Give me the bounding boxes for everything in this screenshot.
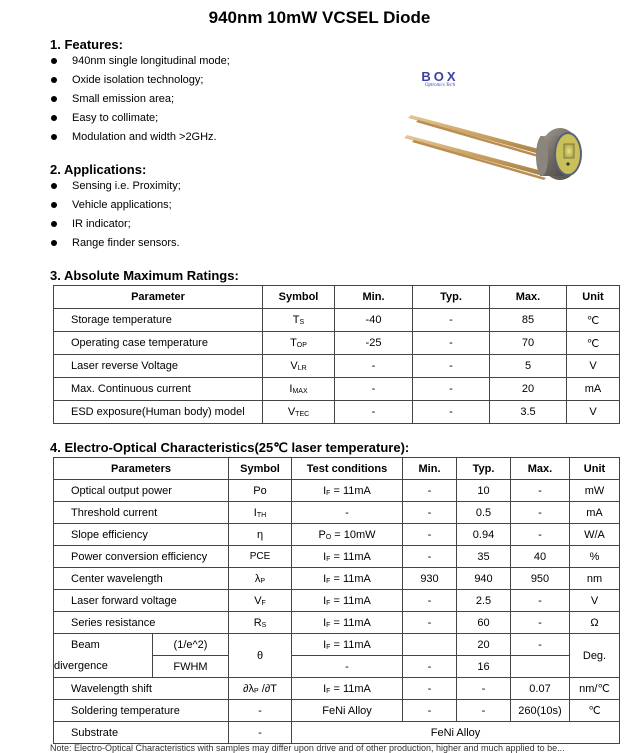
- list-item: Small emission area;: [50, 90, 230, 109]
- table-row: [54, 612, 620, 634]
- cell-unit: ℃: [567, 309, 620, 332]
- cell-condition: PO = 10mW: [292, 524, 403, 546]
- cell-min: -: [403, 524, 457, 546]
- cell-min: -25: [335, 332, 413, 355]
- cell-typ: -: [413, 401, 490, 424]
- cell-condition: IF = 11mA: [292, 634, 403, 656]
- cell-condition: -: [292, 656, 403, 678]
- cell-typ: -: [413, 355, 490, 378]
- cell-unit: V: [570, 590, 620, 612]
- table-row-beam-1: [54, 634, 620, 656]
- cell-parameter-beam: Beam: [54, 634, 153, 656]
- features-list: [50, 52, 230, 147]
- cell-max: -: [511, 524, 570, 546]
- table-header-row: [54, 286, 620, 309]
- table-row: [54, 678, 620, 700]
- table-row: [54, 480, 620, 502]
- table-row: [54, 309, 620, 332]
- cell-unit: ℃: [567, 332, 620, 355]
- cell-condition: IF = 11mA: [292, 546, 403, 568]
- cell-symbol-theta: θ: [229, 634, 292, 678]
- list-item: Vehicle applications;: [50, 196, 181, 215]
- bullet-icon: [51, 77, 57, 83]
- cell-condition: IF = 11mA: [292, 480, 403, 502]
- cell-condition: IF = 11mA: [292, 678, 403, 700]
- cell-unit: W/A: [570, 524, 620, 546]
- document-title: 940nm 10mW VCSEL Diode: [208, 8, 431, 27]
- table-row: [54, 568, 620, 590]
- features-heading: 1. Features:: [50, 37, 123, 52]
- col-header: Min.: [335, 286, 413, 309]
- col-header: Typ.: [457, 458, 511, 480]
- cell-min: -: [403, 502, 457, 524]
- cell-unit: %: [570, 546, 620, 568]
- abs-max-heading: 3. Absolute Maximum Ratings:: [50, 268, 239, 283]
- cell-max: 20: [490, 378, 567, 401]
- cell-min: -: [403, 590, 457, 612]
- cell-min: [403, 634, 457, 656]
- cell-typ: -: [413, 309, 490, 332]
- cell-parameter: Storage temperature: [54, 309, 263, 332]
- cell-condition: -: [292, 502, 403, 524]
- list-item: 940nm single longitudinal mode;: [50, 52, 230, 71]
- cell-parameter: Soldering temperature: [54, 700, 229, 722]
- cell-max: 70: [490, 332, 567, 355]
- cell-max: 0.07: [511, 678, 570, 700]
- table-row: [54, 524, 620, 546]
- cell-max: [511, 656, 570, 678]
- table-row: [54, 700, 620, 722]
- cell-max: -: [511, 634, 570, 656]
- cell-unit: mA: [570, 502, 620, 524]
- col-header: Unit: [570, 458, 620, 480]
- electro-optical-heading: 4. Electro-Optical Characteristics(25℃ laser temperature):: [50, 440, 410, 455]
- cell-symbol: TOP: [263, 332, 335, 355]
- list-item: Easy to collimate;: [50, 109, 230, 128]
- cell-condition: IF = 11mA: [292, 568, 403, 590]
- cell-min: -: [335, 355, 413, 378]
- col-header: Typ.: [413, 286, 490, 309]
- cell-typ: 0.5: [457, 502, 511, 524]
- table-row: [54, 590, 620, 612]
- applications-heading: 2. Applications:: [50, 162, 147, 177]
- cell-min: 930: [403, 568, 457, 590]
- cell-symbol: η: [229, 524, 292, 546]
- cell-symbol: PCE: [229, 546, 292, 568]
- brand-tagline: Optronics Tech: [424, 83, 456, 88]
- cell-parameter: Max. Continuous current: [54, 378, 263, 401]
- cell-beam-sub1: (1/e^2): [153, 634, 229, 656]
- cell-typ: 940: [457, 568, 511, 590]
- cell-parameter: Substrate: [54, 722, 229, 744]
- col-header: Max.: [511, 458, 570, 480]
- cell-unit: nm: [570, 568, 620, 590]
- cell-symbol: -: [229, 700, 292, 722]
- table-row: [54, 378, 620, 401]
- cell-parameter: Laser forward voltage: [54, 590, 229, 612]
- bullet-icon: [51, 58, 57, 64]
- col-header: Test conditions: [292, 458, 403, 480]
- footnote: Note: Electro-Optical Characteristics with samples may differ upon drive and of other production, higher and much applied to be...: [50, 743, 565, 753]
- list-item: IR indicator;: [50, 215, 181, 234]
- cell-typ: 20: [457, 634, 511, 656]
- cell-max: -: [511, 480, 570, 502]
- cell-typ: 2.5: [457, 590, 511, 612]
- cell-unit: nm/℃: [570, 678, 620, 700]
- table-header-row: [54, 458, 620, 480]
- bullet-icon: [51, 221, 57, 227]
- cell-symbol: VTEC: [263, 401, 335, 424]
- bullet-icon: [51, 240, 57, 246]
- cell-parameter: Slope efficiency: [54, 524, 229, 546]
- cell-parameter: Center wavelength: [54, 568, 229, 590]
- bullet-icon: [51, 96, 57, 102]
- cell-min: -: [403, 546, 457, 568]
- cell-min: -: [403, 678, 457, 700]
- list-item: Range finder sensors.: [50, 234, 181, 253]
- cell-parameter: Threshold current: [54, 502, 229, 524]
- list-item: Modulation and width >2GHz.: [50, 128, 230, 147]
- cell-parameter: ESD exposure(Human body) model: [54, 401, 263, 424]
- table-row-beam-2: [54, 656, 620, 678]
- col-header: Parameter: [54, 286, 263, 309]
- list-item: Sensing i.e. Proximity;: [50, 177, 181, 196]
- table-row: [54, 546, 620, 568]
- cell-symbol: Po: [229, 480, 292, 502]
- col-header: Min.: [403, 458, 457, 480]
- cell-typ: 35: [457, 546, 511, 568]
- cell-unit: Deg.: [570, 634, 620, 678]
- col-header: Symbol: [229, 458, 292, 480]
- col-header: Unit: [567, 286, 620, 309]
- cell-typ: -: [457, 678, 511, 700]
- cell-max: -: [511, 590, 570, 612]
- cell-condition: FeNi Alloy: [292, 700, 403, 722]
- cell-symbol: RS: [229, 612, 292, 634]
- cell-parameter: Wavelength shift: [54, 678, 229, 700]
- cell-max: -: [511, 612, 570, 634]
- cell-typ: 10: [457, 480, 511, 502]
- table-row: [54, 502, 620, 524]
- cell-typ: 60: [457, 612, 511, 634]
- bullet-icon: [51, 183, 57, 189]
- cell-symbol: IMAX: [263, 378, 335, 401]
- vcsel-product-image: [400, 100, 590, 190]
- cell-min: -: [335, 401, 413, 424]
- cell-symbol: TS: [263, 309, 335, 332]
- cell-condition: IF = 11mA: [292, 590, 403, 612]
- cell-min: -: [403, 612, 457, 634]
- cell-min: -: [403, 700, 457, 722]
- cell-substrate-value: FeNi Alloy: [292, 722, 620, 744]
- cell-parameter-divergence: divergence: [54, 656, 153, 678]
- cell-symbol: ∂λP /∂T: [229, 678, 292, 700]
- applications-list: [50, 177, 181, 253]
- cell-unit: V: [567, 355, 620, 378]
- bullet-icon: [51, 202, 57, 208]
- cell-typ: 0.94: [457, 524, 511, 546]
- cell-max: 950: [511, 568, 570, 590]
- cell-parameter: Optical output power: [54, 480, 229, 502]
- table-row: [54, 332, 620, 355]
- cell-parameter: Operating case temperature: [54, 332, 263, 355]
- cell-symbol: VLR: [263, 355, 335, 378]
- cell-unit: Ω: [570, 612, 620, 634]
- cell-typ: -: [413, 378, 490, 401]
- cell-typ: -: [413, 332, 490, 355]
- cell-max: 40: [511, 546, 570, 568]
- bullet-icon: [51, 134, 57, 140]
- cell-max: 3.5: [490, 401, 567, 424]
- cell-unit: V: [567, 401, 620, 424]
- col-header: Symbol: [263, 286, 335, 309]
- table-row: [54, 722, 620, 744]
- cell-symbol: λP: [229, 568, 292, 590]
- cell-max: -: [511, 502, 570, 524]
- cell-min: -: [403, 656, 457, 678]
- table-row: [54, 401, 620, 424]
- abs-max-table: [53, 285, 620, 424]
- cell-max: 85: [490, 309, 567, 332]
- cell-symbol: -: [229, 722, 292, 744]
- cell-symbol: ITH: [229, 502, 292, 524]
- cell-typ: -: [457, 700, 511, 722]
- electro-optical-table: [53, 457, 620, 744]
- cell-typ: 16: [457, 656, 511, 678]
- list-item: Oxide isolation technology;: [50, 71, 230, 90]
- cell-symbol: VF: [229, 590, 292, 612]
- cell-parameter: Series resistance: [54, 612, 229, 634]
- brand-name: BOX: [421, 69, 459, 84]
- table-row: [54, 355, 620, 378]
- brand-logo: [410, 70, 470, 88]
- cell-parameter: Laser reverse Voltage: [54, 355, 263, 378]
- cell-beam-sub2: FWHM: [153, 656, 229, 678]
- cell-condition: IF = 11mA: [292, 612, 403, 634]
- cell-max: 260(10s): [511, 700, 570, 722]
- cell-parameter: Power conversion efficiency: [54, 546, 229, 568]
- col-header: Max.: [490, 286, 567, 309]
- cell-unit: mA: [567, 378, 620, 401]
- cell-min: -: [335, 378, 413, 401]
- cell-unit: mW: [570, 480, 620, 502]
- cell-unit: ℃: [570, 700, 620, 722]
- col-header: Parameters: [54, 458, 229, 480]
- cell-max: 5: [490, 355, 567, 378]
- cell-min: -: [403, 480, 457, 502]
- cell-min: -40: [335, 309, 413, 332]
- bullet-icon: [51, 115, 57, 121]
